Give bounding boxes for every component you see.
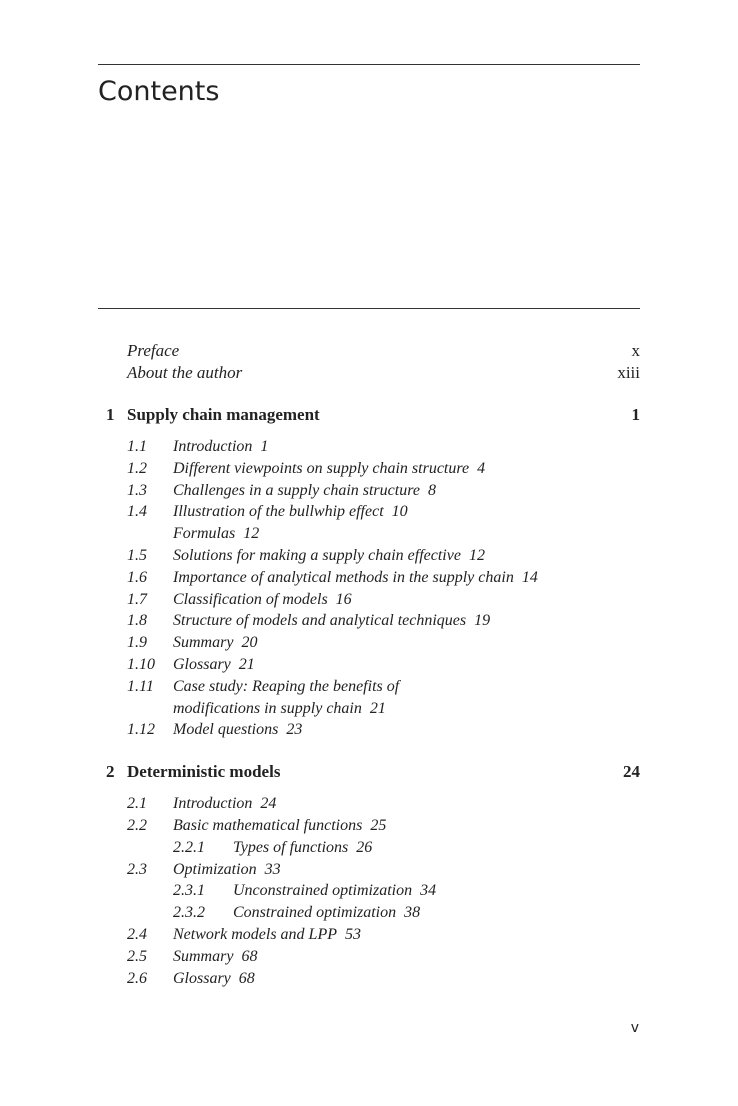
toc-entry[interactable] [98,436,640,458]
entry-number: 1.5 [127,546,147,564]
entry-page: 68 [241,947,258,965]
front-title: Preface [127,341,180,360]
toc-subentry[interactable] [98,880,640,902]
entry-page: 16 [335,590,352,608]
entry-page: 21 [238,655,255,673]
entry-title: Structure of models and analytical techniques [173,612,467,630]
chapter-title: Supply chain management [127,405,320,424]
entry-title: Different viewpoints on supply chain structure [173,459,470,477]
entry-number: 1.10 [127,655,155,673]
entry-number: 1.4 [127,503,147,521]
entry-title: Case study: Reaping the benefits of [173,677,400,695]
entry-page: 14 [521,568,538,586]
toc-entry[interactable] [98,545,640,567]
entry-number: 2.5 [127,947,147,965]
entry-title: Illustration of the bullwhip effect [173,503,384,521]
entry-number: 1.6 [127,568,147,586]
entry-page: 1 [260,438,269,455]
toc-entry[interactable] [98,567,640,589]
chapter-page: 24 [623,762,640,782]
entry-title: Classification of models [173,590,328,608]
toc-entry[interactable] [98,480,640,502]
chapter-2-entries [98,793,640,989]
entry-title: Constrained optimization [233,904,397,922]
toc-entry[interactable] [98,610,640,632]
entry-title: Types of functions [233,838,349,856]
table-of-contents [98,340,640,989]
entry-page: 19 [474,612,491,630]
entry-page: 8 [427,481,436,499]
toc-front-preface[interactable] [98,340,640,362]
entry-number: 1.12 [127,721,155,739]
entry-title: Summary [173,947,234,965]
entry-number: 2.3.2 [173,904,205,922]
entry-page: 12 [243,525,260,543]
page-number: v [630,1020,639,1036]
entry-number: 1.2 [127,459,147,477]
entry-page: 24 [260,795,277,813]
toc-chapter-1[interactable] [98,404,640,426]
chapter-1-entries [98,436,640,741]
entry-page: 34 [420,882,437,900]
toc-entry[interactable] [98,719,640,741]
entry-number: 2.6 [127,969,147,987]
toc-entry[interactable] [98,859,640,881]
entry-number: 2.2 [127,816,147,834]
entry-title: Introduction [173,795,253,813]
toc-entry[interactable] [98,523,640,545]
toc-entry[interactable] [98,632,640,654]
toc-entry[interactable] [98,793,640,815]
page-title: Contents [98,76,220,107]
chapter-number: 2 [106,762,115,782]
entry-page: 21 [369,699,386,717]
toc-entry[interactable] [98,815,640,837]
entry-title: Unconstrained optimization [233,882,413,900]
entry-title-continued: modifications in supply chain [173,699,362,717]
entry-number: 1.1 [127,438,147,455]
front-page: xiii [617,363,640,382]
toc-front-about-author[interactable] [98,362,640,384]
entry-page: 20 [241,634,258,652]
entry-page: 53 [345,925,361,943]
entry-page: 12 [468,546,485,564]
toc-entry[interactable] [98,458,640,480]
entry-title: Glossary [173,969,231,987]
entry-number: 2.1 [127,795,147,813]
entry-number: 2.3 [127,860,147,878]
entry-number: 1.9 [127,634,147,652]
entry-number: 2.4 [127,925,147,943]
toc-chapter-2[interactable] [98,761,640,783]
entry-title: Importance of analytical methods in the supply chain [173,568,514,586]
entry-title: Solutions for making a supply chain effective [173,546,461,564]
front-title: About the author [127,363,243,382]
toc-entry[interactable] [98,654,640,676]
entry-title: Challenges in a supply chain structure [173,481,420,499]
toc-entry[interactable] [98,589,640,611]
entry-title: Basic mathematical functions [173,816,363,834]
entry-page: 26 [356,838,373,856]
entry-page: 68 [238,969,255,987]
entry-page: 23 [286,721,303,739]
entry-number: 2.3.1 [173,882,205,900]
entry-number: 1.3 [127,481,147,499]
entry-number: 2.2.1 [173,838,205,856]
entry-title: Model questions [173,721,279,739]
toc-entry[interactable] [98,501,640,523]
toc-subentry[interactable] [98,837,640,859]
entry-title: Formulas [173,525,236,543]
entry-page: 38 [404,904,421,922]
toc-subentry[interactable] [98,902,640,924]
entry-number: 1.8 [127,612,147,630]
entry-page: 10 [391,503,408,521]
toc-entry[interactable] [98,676,640,720]
top-rule [98,64,640,65]
entry-title: Network models and LPP [173,925,337,943]
entry-title: Glossary [173,655,231,673]
entry-title: Introduction [173,438,253,455]
entry-number: 1.11 [127,677,154,695]
section-rule [98,308,640,309]
chapter-page: 1 [631,405,640,424]
entry-page: 4 [477,459,486,477]
entry-title: Summary [173,634,234,652]
toc-entry[interactable] [98,946,640,968]
entry-page: 33 [264,860,281,878]
chapter-title: Deterministic models [127,762,281,782]
front-page: x [631,341,640,360]
entry-number: 1.7 [127,590,147,608]
toc-entry[interactable] [98,924,640,946]
entry-page: 25 [370,816,387,834]
toc-entry[interactable] [98,968,640,990]
entry-title: Optimization [173,860,257,878]
chapter-number: 1 [106,405,115,424]
